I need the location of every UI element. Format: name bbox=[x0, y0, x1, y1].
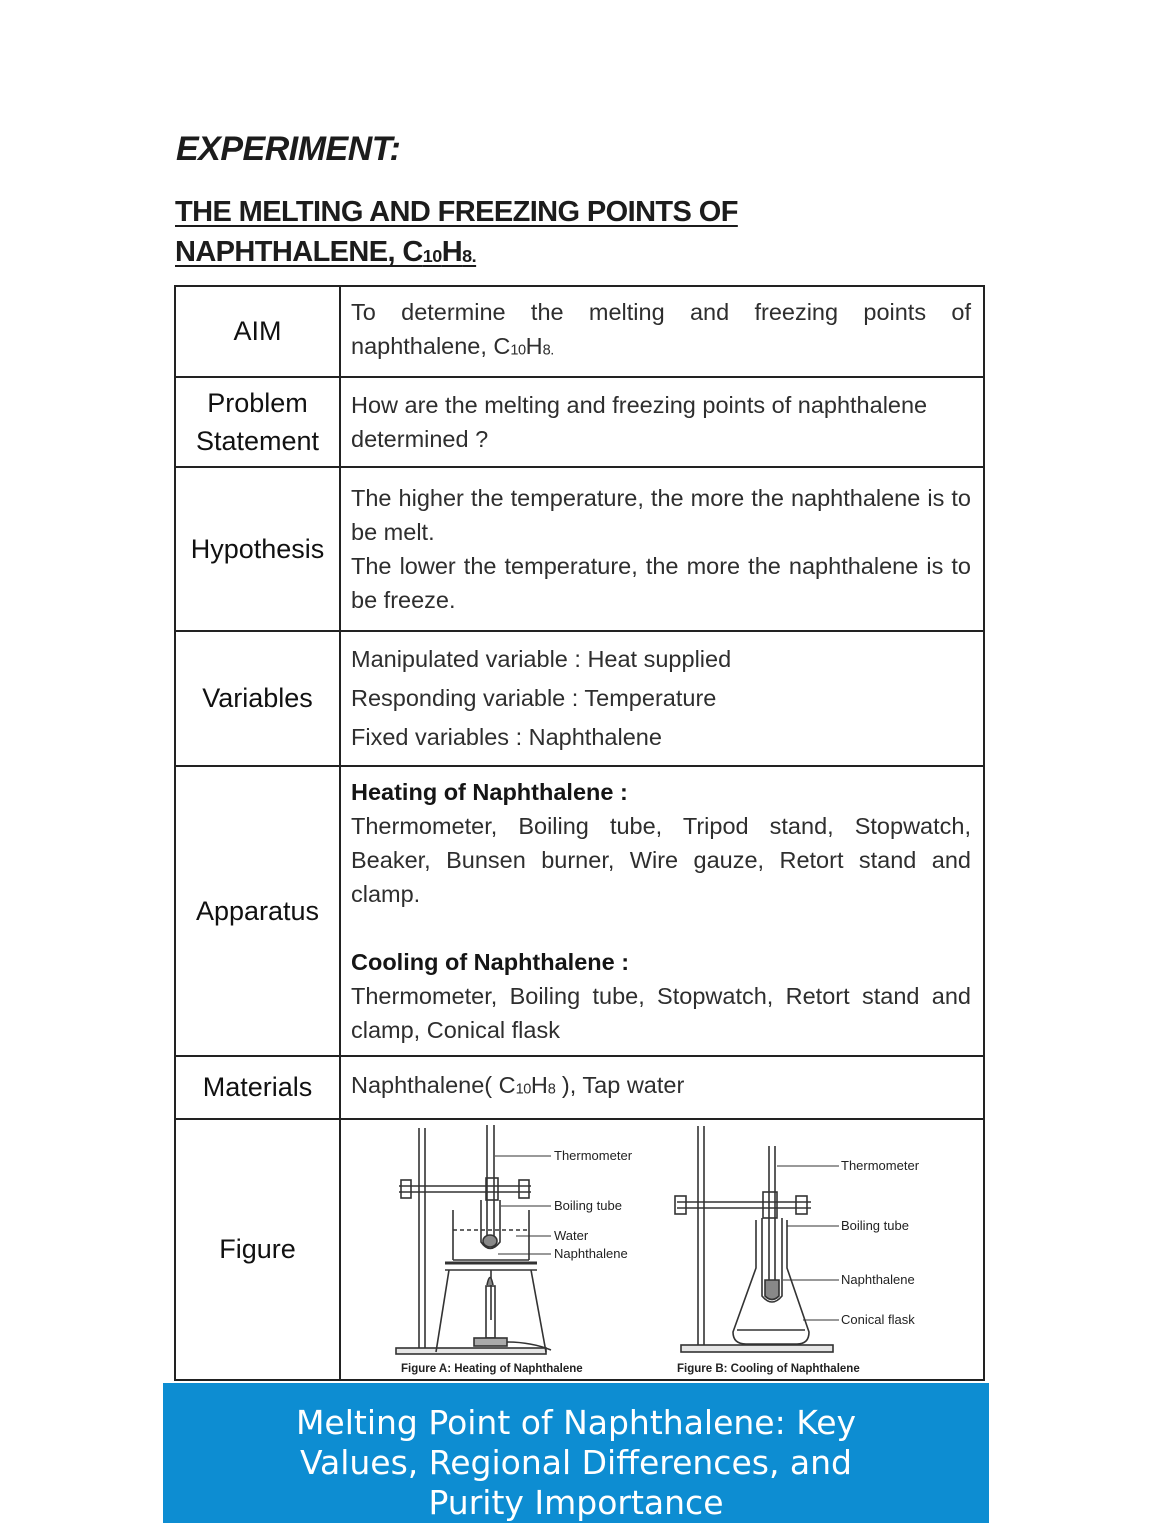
materials-suffix: ), Tap water bbox=[555, 1071, 685, 1098]
fig-b-label-boiling-tube: Boiling tube bbox=[841, 1217, 909, 1233]
materials-prefix: Naphthalene( C bbox=[351, 1071, 516, 1098]
hypothesis-text bbox=[340, 467, 984, 631]
figure-label: Figure bbox=[175, 1119, 340, 1380]
hypothesis-line2: The lower the temperature, the more the naphthalene is to be freeze. bbox=[351, 552, 971, 613]
cooling-text: Thermometer, Boiling tube, Stopwatch, Retort stand and clamp, Conical flask bbox=[351, 982, 971, 1043]
responding-variable: Responding variable : Temperature bbox=[351, 684, 717, 711]
figure-cell bbox=[340, 1119, 984, 1380]
title-sub-10: 10 bbox=[422, 245, 442, 266]
fig-b-label-thermometer: Thermometer bbox=[841, 1157, 920, 1173]
fig-a-label-boiling-tube: Boiling tube bbox=[554, 1197, 622, 1213]
banner-line-2: Values, Regional Differences, and bbox=[299, 1443, 853, 1482]
banner-line-3: Purity Importance bbox=[428, 1483, 724, 1522]
experiment-heading: EXPERIMENT: bbox=[176, 130, 401, 168]
materials-text bbox=[340, 1056, 984, 1119]
materials-sub-10: 10 bbox=[515, 1081, 531, 1098]
row-hypothesis bbox=[175, 467, 984, 631]
aim-sub-8: 8. bbox=[542, 342, 554, 359]
problem-label-line1: Problem bbox=[207, 387, 308, 418]
heating-title: Heating of Naphthalene : bbox=[351, 778, 628, 805]
apparatus-figures bbox=[341, 1120, 985, 1379]
row-materials bbox=[175, 1056, 984, 1119]
apparatus-text bbox=[340, 766, 984, 1056]
experiment-title bbox=[175, 192, 738, 276]
manipulated-variable: Manipulated variable : Heat supplied bbox=[351, 645, 732, 672]
materials-sub-8: 8 bbox=[547, 1081, 556, 1098]
title-prefix: NAPHTHALENE, C bbox=[175, 236, 423, 268]
aim-h: H bbox=[525, 333, 543, 359]
aim-text bbox=[340, 286, 984, 377]
title-h: H bbox=[441, 236, 463, 268]
row-apparatus bbox=[175, 766, 984, 1056]
banner-line-1: Melting Point of Naphthalene: Key bbox=[295, 1403, 857, 1442]
cooling-title: Cooling of Naphthalene : bbox=[351, 948, 630, 975]
aim-text-main: To determine the melting and freezing points of naphthalene, C bbox=[351, 299, 971, 359]
row-problem bbox=[175, 377, 984, 467]
row-figure bbox=[175, 1119, 984, 1380]
figure-b-drawing bbox=[675, 1126, 833, 1352]
problem-text: How are the melting and freezing points of naphthalene determined ? bbox=[340, 377, 984, 467]
row-aim bbox=[175, 286, 984, 377]
heating-text: Thermometer, Boiling tube, Tripod stand, Stopwatch, Beaker, Bunsen burner, Wire gauze, Retort stand and clamp. bbox=[351, 812, 971, 907]
fig-b-label-naphthalene: Naphthalene bbox=[841, 1271, 915, 1287]
title-line-1: THE MELTING AND FREEZING POINTS OF bbox=[175, 196, 738, 228]
title-sub-8: 8. bbox=[462, 245, 477, 266]
hypothesis-label: Hypothesis bbox=[175, 467, 340, 631]
fig-a-caption: Figure A: Heating of Naphthalene bbox=[401, 1362, 583, 1375]
fig-b-caption: Figure B: Cooling of Naphthalene bbox=[677, 1362, 860, 1375]
fig-a-label-water: Water bbox=[554, 1227, 589, 1243]
variables-text bbox=[340, 631, 984, 766]
title-line-2 bbox=[175, 232, 738, 276]
title-banner bbox=[163, 1383, 989, 1523]
hypothesis-line1: The higher the temperature, the more the naphthalene is to be melt. bbox=[351, 484, 971, 545]
fig-b-label-conical-flask: Conical flask bbox=[841, 1311, 915, 1327]
aim-sub-10: 10 bbox=[510, 342, 526, 359]
variables-label: Variables bbox=[175, 631, 340, 766]
materials-h: H bbox=[530, 1071, 548, 1098]
apparatus-label: Apparatus bbox=[175, 766, 340, 1056]
fig-a-label-thermometer: Thermometer bbox=[554, 1147, 633, 1163]
problem-label-line2: Statement bbox=[195, 425, 320, 456]
problem-label bbox=[175, 377, 340, 467]
figure-a-drawing bbox=[396, 1125, 551, 1354]
fixed-variables: Fixed variables : Naphthalene bbox=[351, 723, 662, 750]
row-variables bbox=[175, 631, 984, 766]
aim-label: AIM bbox=[175, 286, 340, 377]
experiment-table bbox=[174, 285, 985, 1381]
figure-a-leaders bbox=[495, 1156, 551, 1254]
materials-label: Materials bbox=[175, 1056, 340, 1119]
fig-a-label-naphthalene: Naphthalene bbox=[554, 1245, 628, 1261]
